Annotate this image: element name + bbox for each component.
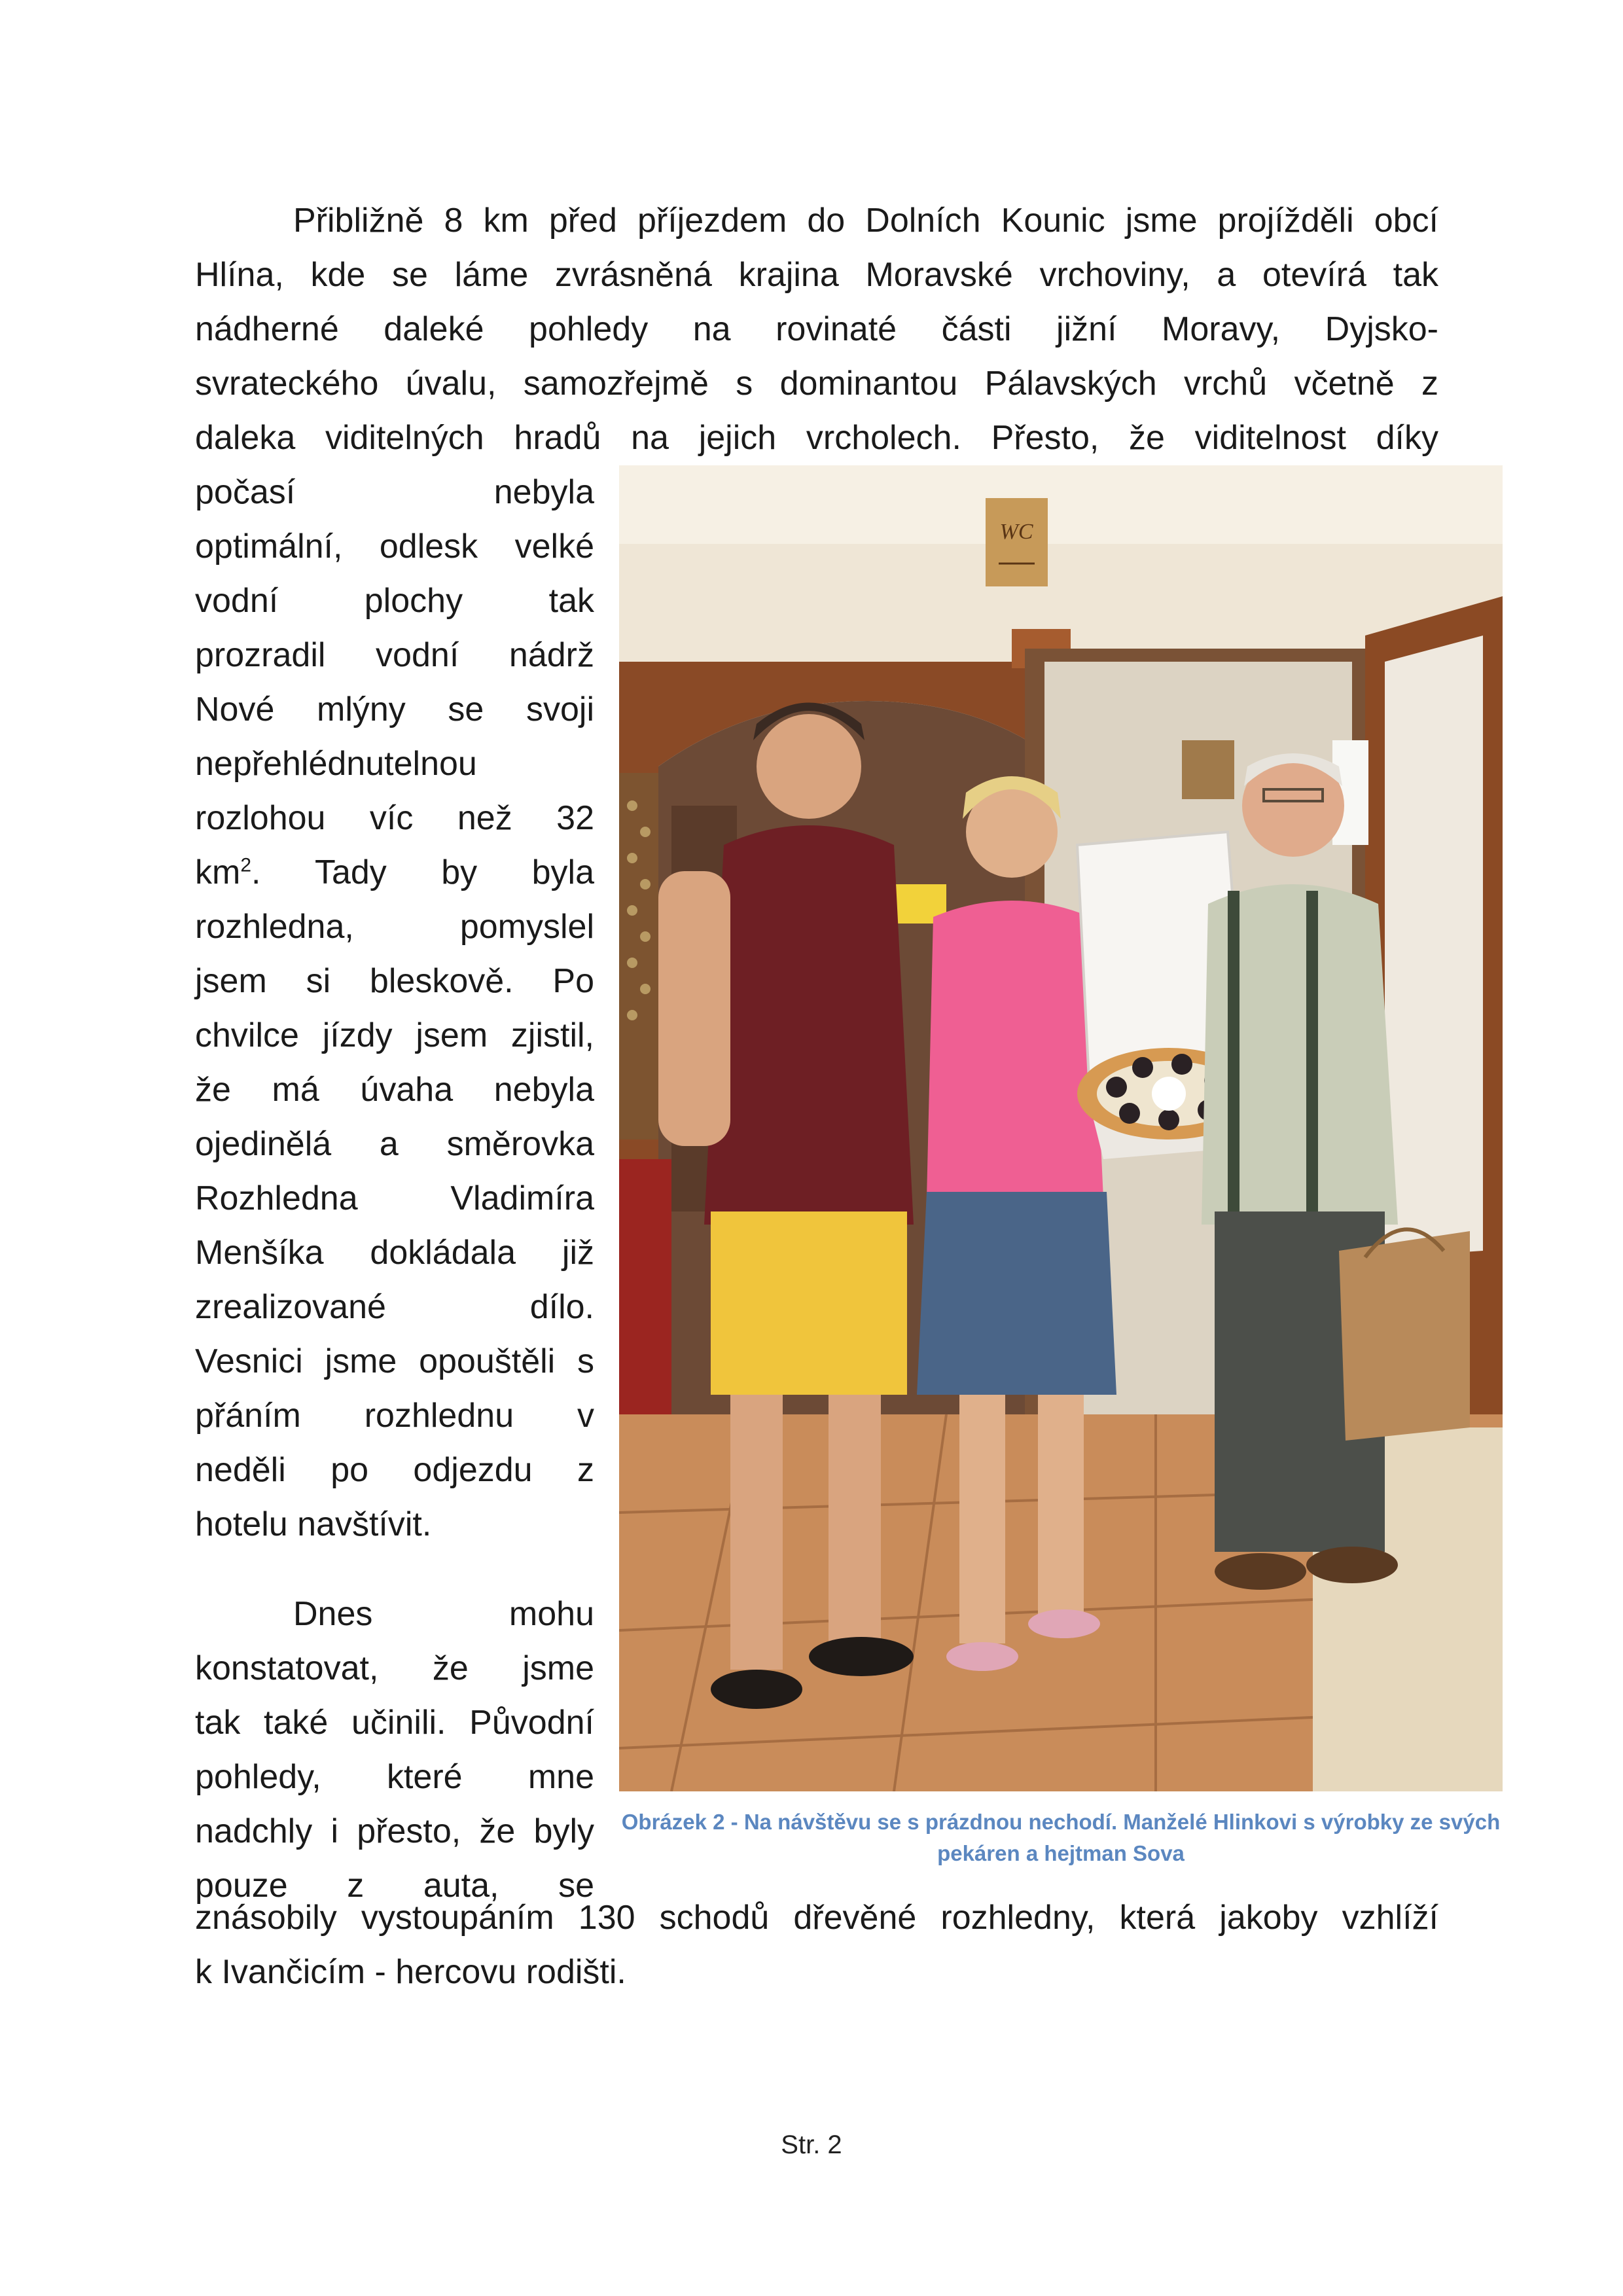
- closing-line: znásobily vystoupáním 130 schodů dřevěné rozhledny, která jakoby vzhlíží: [195, 1899, 1438, 1937]
- column-line: konstatovat, že jsme: [195, 1649, 594, 1687]
- column-line: Vesnici jsme opouštěli s: [195, 1342, 594, 1380]
- intro-line: svrateckého úvalu, samozřejmě s dominantou Pálavských vrchů včetně z: [195, 365, 1438, 403]
- intro-line: Hlína, kde se láme zvrásněná krajina Moravské vrchoviny, a otevírá tak: [195, 256, 1438, 294]
- column-line: rozlohou víc než 32: [195, 799, 594, 837]
- column-line: nepřehlédnutelnou: [195, 745, 477, 783]
- column-line: že má úvaha nebyla: [195, 1071, 594, 1109]
- column-line: rozhledna, pomyslel: [195, 908, 594, 946]
- column-line: prozradil vodní nádrž: [195, 636, 594, 674]
- column-line: vodní plochy tak: [195, 582, 594, 620]
- km-text: km: [195, 853, 241, 891]
- column-line: optimální, odlesk velké: [195, 528, 594, 565]
- column-line: ojedinělá a směrovka: [195, 1125, 594, 1163]
- column-line-km: [195, 846, 594, 900]
- column-line: Nové mlýny se svoji: [195, 691, 594, 728]
- wrapped-text-column: [195, 465, 594, 1913]
- wc-sign-text: WC: [999, 520, 1033, 544]
- intro-paragraph: [195, 194, 1438, 465]
- column-line: pouze z auta, se: [195, 1867, 594, 1905]
- photo-visitors-with-pizza: [619, 465, 1503, 1791]
- column-line: nadchly i přesto, že byly: [195, 1812, 594, 1850]
- column-line: Rozhledna Vladimíra: [195, 1179, 594, 1217]
- caption-line-1: Obrázek 2 - Na návštěvu se s prázdnou nechodí. Manželé Hlinkovi s výrobky ze svých: [621, 1810, 1501, 1834]
- km-superscript: 2: [240, 854, 252, 876]
- intro-line: daleka viditelných hradů na jejich vrcholech. Přesto, že viditelnost díky: [195, 419, 1438, 457]
- column-line: přáním rozhlednu v: [195, 1397, 594, 1435]
- figure-caption: [615, 1806, 1507, 1869]
- column-line: hotelu navštívit.: [195, 1505, 432, 1543]
- column-line: pohledy, které mne: [195, 1758, 594, 1796]
- column-line: zrealizované dílo.: [195, 1288, 594, 1326]
- column-line: počasí nebyla: [195, 473, 594, 511]
- caption-line-2: pekáren a hejtman Sova: [937, 1841, 1185, 1865]
- column-line: tak také učinili. Původní: [195, 1704, 594, 1742]
- intro-line: Přibližně 8 km před příjezdem do Dolních Kounic jsme projížděli obcí: [293, 202, 1438, 240]
- intro-line: nádherné daleké pohledy na rovinaté části jižní Moravy, Dyjsko-: [195, 310, 1438, 348]
- column-line: Dnes mohu: [293, 1595, 594, 1633]
- page-number: Str. 2: [781, 2130, 842, 2159]
- column-line: jsem si bleskově. Po: [195, 962, 594, 1000]
- column-line: chvilce jízdy jsem zjistil,: [195, 1016, 594, 1054]
- column-line: neděli po odjezdu z: [195, 1451, 594, 1489]
- km-suffix: . Tady by byla: [251, 853, 594, 891]
- closing-line: k Ivančicím - hercovu rodišti.: [195, 1953, 626, 1991]
- column-line: Menšíka dokládala již: [195, 1234, 594, 1272]
- closing-paragraph: [195, 1891, 1438, 2000]
